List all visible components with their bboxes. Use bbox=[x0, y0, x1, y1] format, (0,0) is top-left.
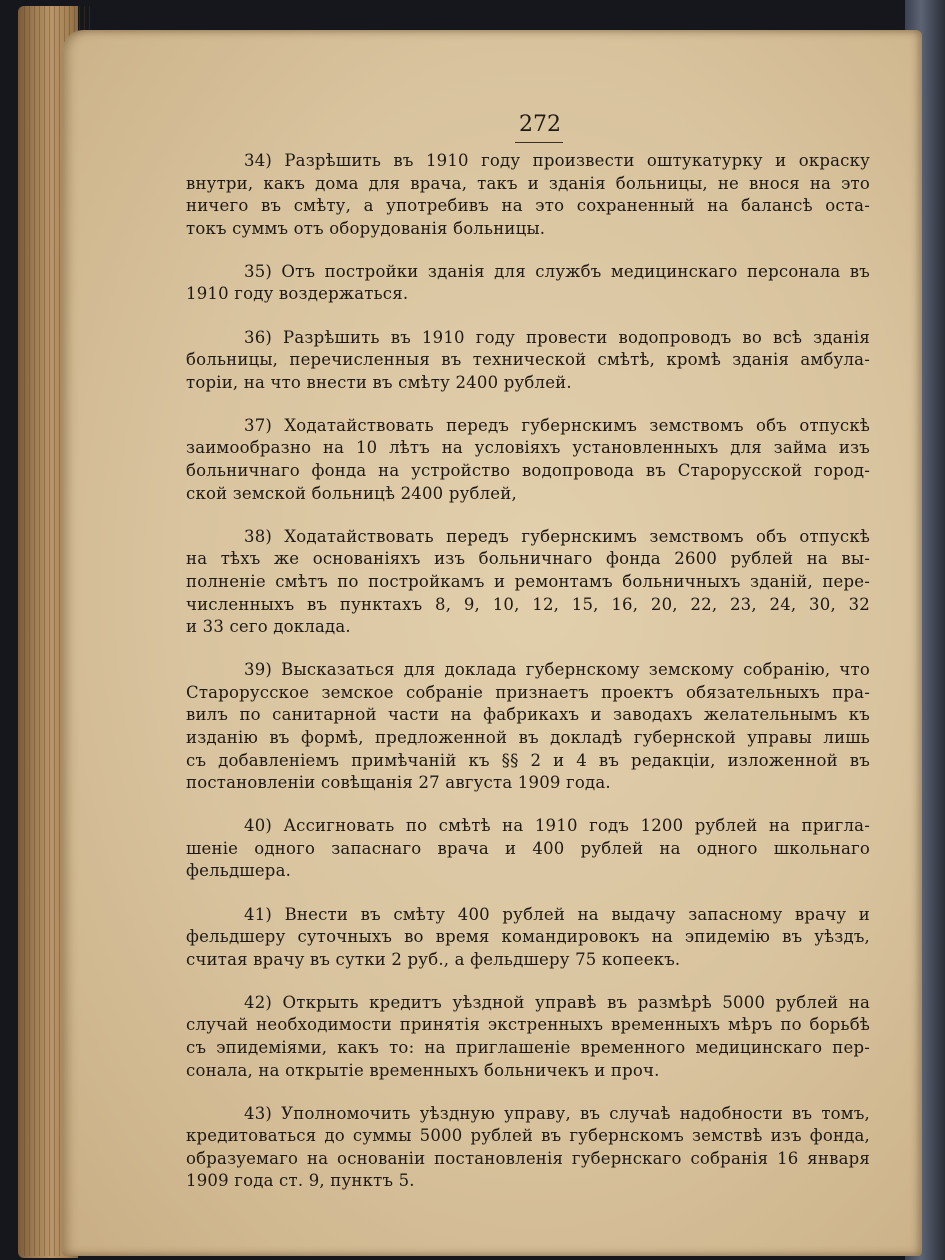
resolution-paragraph bbox=[186, 1103, 870, 1193]
text-line: 41) Внести въ смѣту 400 рублей на выдачу запасному врачу и bbox=[244, 904, 870, 924]
text-line: на тѣхъ же основаніяхъ изъ больничнаго фонда 2600 рублей на вы- bbox=[186, 549, 870, 569]
text-line: 39) Высказаться для доклада губернскому земскому собранію, что bbox=[244, 660, 870, 680]
text-line: 1910 году воздержаться. bbox=[186, 284, 409, 304]
text-line: внутри, какъ дома для врача, такъ и зданія больницы, не внося на это bbox=[186, 173, 870, 193]
text-line: кредитоваться до суммы 5000 рублей въ губернскомъ земствѣ изъ фонда, bbox=[186, 1126, 870, 1146]
text-line: и 33 сего доклада. bbox=[186, 617, 351, 637]
resolution-paragraph bbox=[186, 327, 870, 395]
resolution-paragraph bbox=[186, 992, 870, 1082]
resolution-paragraph bbox=[186, 415, 870, 505]
text-line: 1909 года ст. 9, пунктъ 5. bbox=[186, 1171, 415, 1191]
text-line: заимообразно на 10 лѣтъ на условіяхъ установленныхъ для займа изъ bbox=[186, 438, 870, 458]
body-text bbox=[186, 150, 870, 1214]
text-line: ничего въ смѣту, а употребивъ на это сохраненный на балансѣ оста- bbox=[186, 196, 870, 216]
text-line: образуемаго на основаніи постановленія губернскаго собранія 16 января bbox=[186, 1148, 870, 1168]
resolution-paragraph bbox=[186, 904, 870, 972]
text-line: случай необходимости принятія экстренныхъ временныхъ мѣръ по борьбѣ bbox=[186, 1015, 870, 1035]
text-line: больничнаго фонда на устройство водопровода въ Старорусской город- bbox=[186, 461, 870, 481]
resolution-paragraph bbox=[186, 150, 870, 240]
resolution-paragraph bbox=[186, 526, 870, 639]
text-line: 35) Отъ постройки зданія для службъ медицинскаго персонала въ bbox=[244, 261, 870, 281]
text-line: фельдшера. bbox=[186, 861, 292, 881]
text-line: считая врачу въ сутки 2 руб., а фельдшеру 75 копеекъ. bbox=[186, 949, 681, 969]
text-line: токъ суммъ отъ оборудованія больницы. bbox=[186, 218, 546, 238]
resolution-paragraph bbox=[186, 815, 870, 883]
text-line: 42) Открыть кредитъ уѣздной управѣ въ размѣрѣ 5000 рублей на bbox=[244, 992, 870, 1012]
text-line: 37) Ходатайствовать передъ губернскимъ земствомъ объ отпускѣ bbox=[244, 415, 870, 435]
text-line: шеніе одного запаснаго врача и 400 рублей на одного школьнаго bbox=[186, 838, 870, 858]
text-line: вилъ по санитарной части на фабрикахъ и заводахъ желательнымъ къ bbox=[186, 705, 870, 725]
text-line: Старорусское земское собраніе признаетъ проектъ обязательныхъ пра- bbox=[186, 682, 870, 702]
page-number-underline bbox=[515, 142, 563, 143]
text-line: 34) Разрѣшить въ 1910 году произвести оштукатурку и окраску bbox=[244, 151, 870, 170]
text-line: постановленіи совѣщанія 27 августа 1909 года. bbox=[186, 773, 611, 793]
text-line: 43) Уполномочить уѣздную управу, въ случаѣ надобности въ томъ, bbox=[244, 1103, 870, 1123]
text-line: 40) Ассигновать по смѣтѣ на 1910 годъ 1200 рублей на пригла- bbox=[244, 816, 870, 836]
text-line: торіи, на что внести въ смѣту 2400 рублей. bbox=[186, 372, 572, 392]
page-number: 272 bbox=[519, 112, 561, 137]
text-line: больницы, перечисленныя въ технической смѣтѣ, кромѣ зданія амбула- bbox=[186, 350, 870, 370]
text-line: съ добавленіемъ примѣчаній къ §§ 2 и 4 въ редакціи, изложенной въ bbox=[186, 750, 870, 770]
resolution-paragraph bbox=[186, 659, 870, 795]
text-line: сонала, на открытіе временныхъ больничекъ и проч. bbox=[186, 1060, 660, 1080]
text-line: численныхъ въ пунктахъ 8, 9, 10, 12, 15, 16, 20, 22, 23, 24, 30, 32 bbox=[186, 594, 870, 614]
text-line: ской земской больницѣ 2400 рублей, bbox=[186, 483, 517, 503]
text-line: полненіе смѣтъ по постройкамъ и ремонтамъ больничныхъ зданій, пере- bbox=[186, 571, 870, 591]
text-line: 36) Разрѣшить въ 1910 году провести водопроводъ во всѣ зданія bbox=[244, 327, 870, 347]
text-line: фельдшеру суточныхъ во время командировокъ на эпидемію въ уѣздъ, bbox=[186, 927, 870, 947]
resolution-paragraph bbox=[186, 261, 870, 306]
text-line: изданію въ формѣ, предложенной въ докладѣ губернской управы лишь bbox=[186, 727, 870, 747]
text-line: съ эпидеміями, какъ то: на приглашеніе временного медицинскаго пер- bbox=[186, 1038, 870, 1057]
text-line: 38) Ходатайствовать передъ губернскимъ земствомъ объ отпускѣ bbox=[244, 526, 870, 546]
